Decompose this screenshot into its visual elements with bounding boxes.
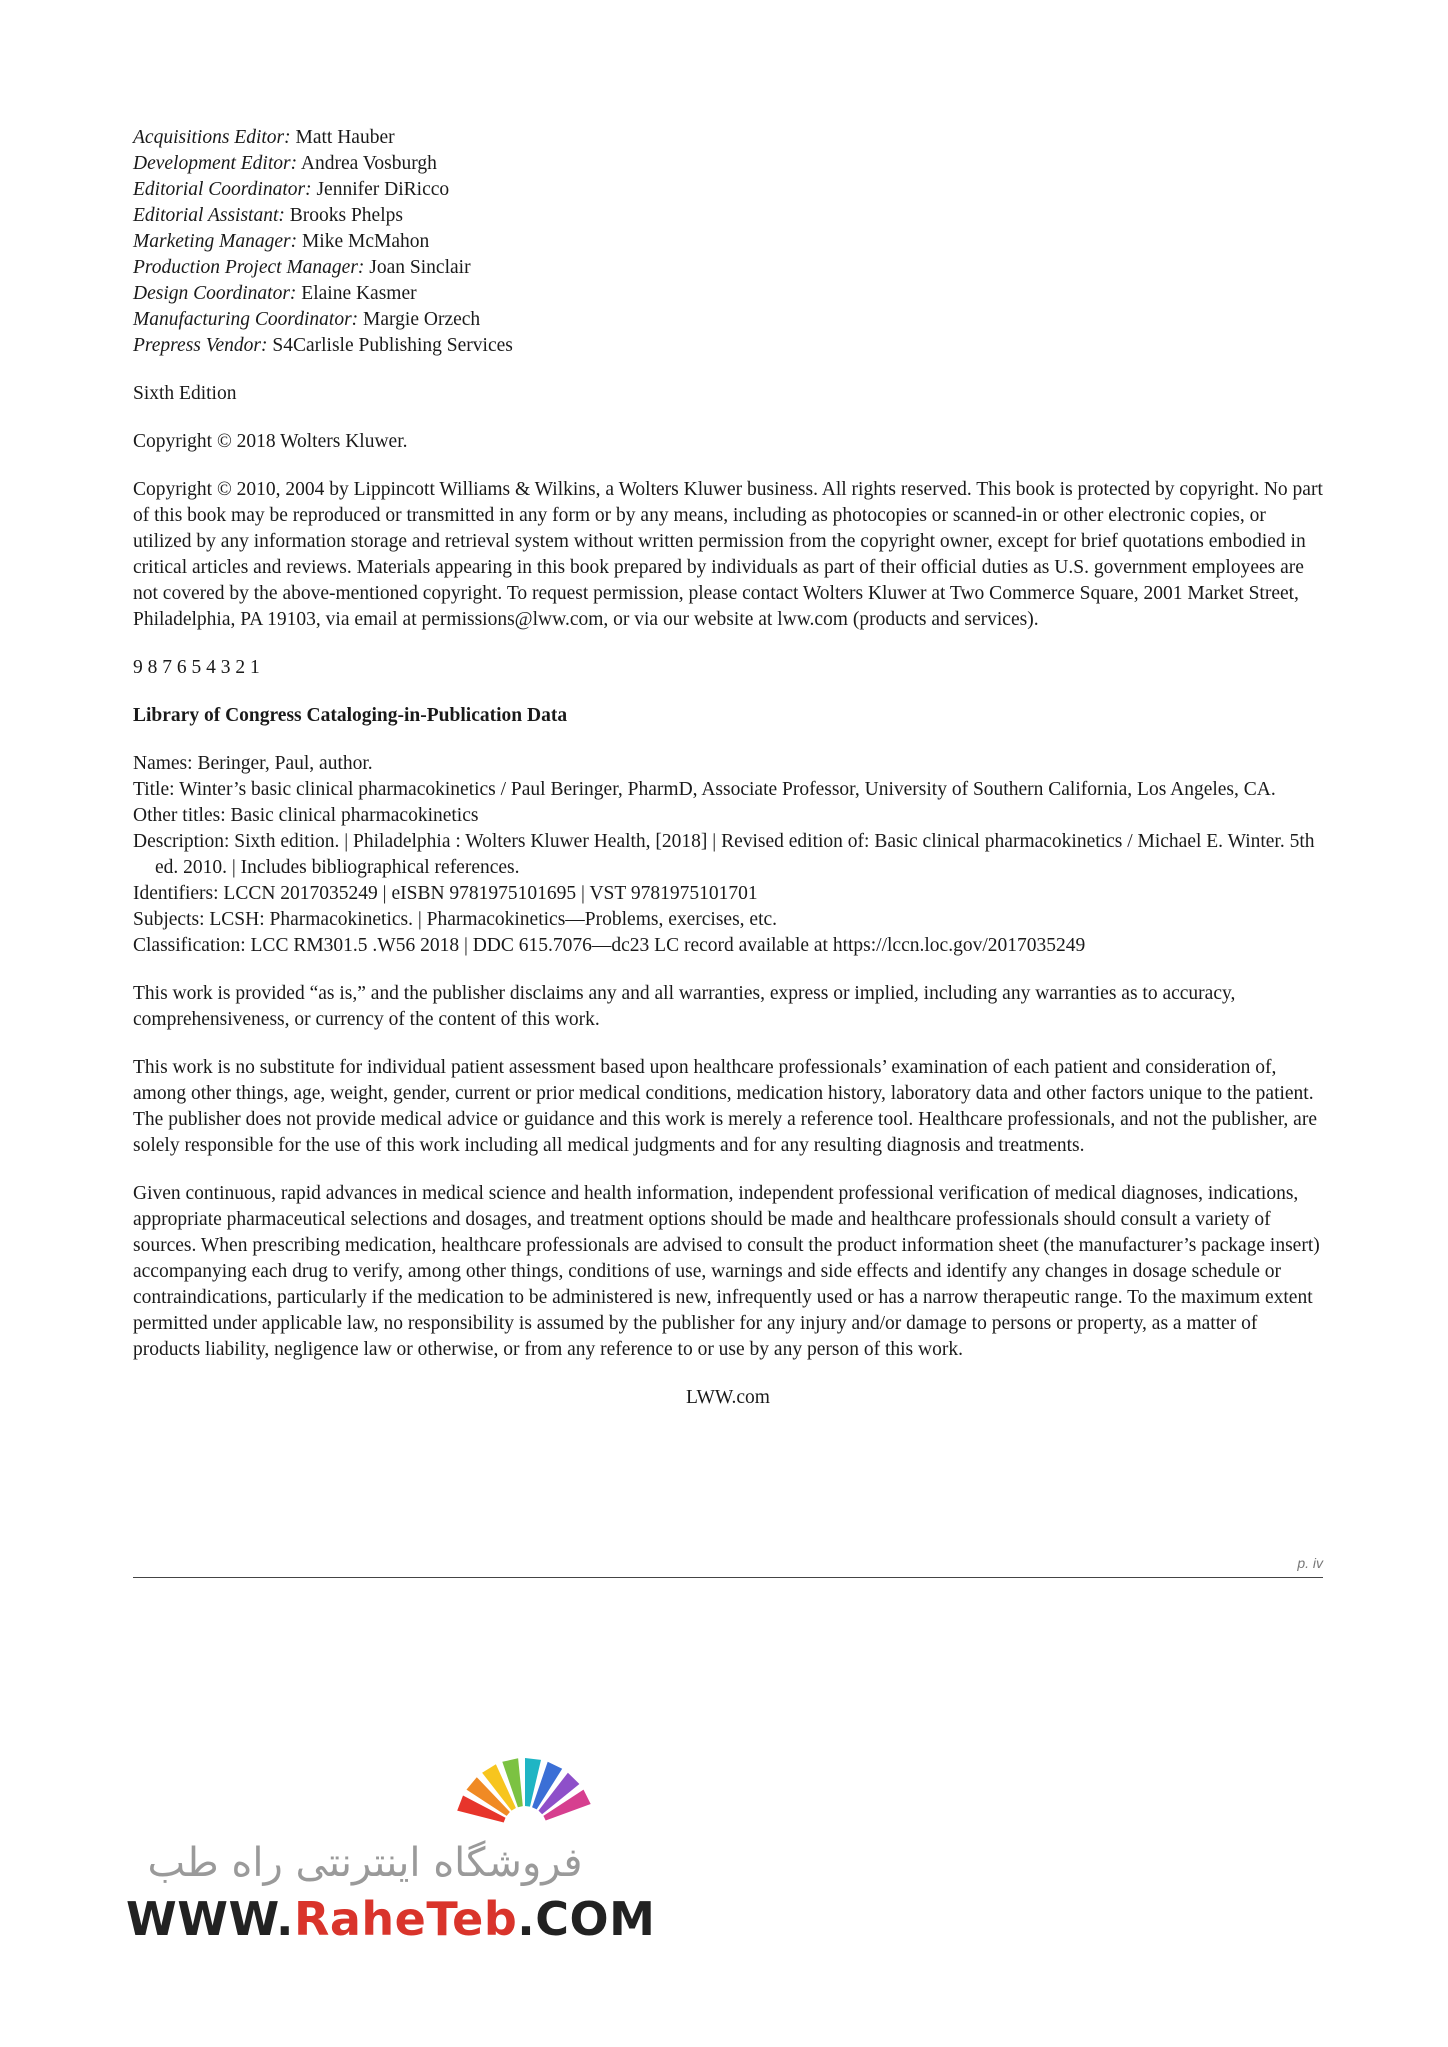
cip-heading: Library of Congress Cataloging-in-Publication Data: [133, 705, 568, 726]
credit-role: Editorial Assistant:: [133, 205, 285, 226]
credit-role: Development Editor:: [133, 153, 298, 174]
credit-line: [133, 307, 1323, 333]
credit-name: Jennifer DiRicco: [316, 179, 450, 200]
watermark-persian-text: فروشگاه اینترنتی راه طب: [147, 1840, 583, 1886]
cip-line: Names: Beringer, Paul, author.: [133, 753, 373, 774]
credit-line: [133, 125, 1323, 151]
edition: Sixth Edition: [133, 383, 237, 404]
disclaimer-warranty: This work is provided “as is,” and the publisher disclaims any and all warranties, express or implied, including any warranties as to accuracy, comprehensiveness, or currency of the content of this work.: [133, 983, 1236, 1030]
credit-role: Prepress Vendor:: [133, 335, 268, 356]
watermark-url-prefix: WWW.: [126, 1892, 294, 1946]
credit-line: [133, 281, 1323, 307]
book-logo-icon: [440, 1740, 610, 1830]
credit-role: Design Coordinator:: [133, 283, 297, 304]
cip-line: Description: Sixth edition. | Philadelphia : Wolters Kluwer Health, [2018] | Revised edition of: Basic clinical pharmacokinetics / Michael E. Winter. 5th ed. 2010. | Includes bibliographical references.: [133, 831, 1315, 878]
credit-name: Andrea Vosburgh: [300, 153, 437, 174]
page-content: [133, 125, 1323, 1433]
credit-line: [133, 229, 1323, 255]
cip-line: Title: Winter’s basic clinical pharmacokinetics / Paul Beringer, PharmD, Associate Professor, University of Southern California, Los Angeles, CA.: [133, 779, 1276, 800]
credit-line: [133, 255, 1323, 281]
editorial-credits: [133, 125, 1323, 359]
watermark-url-suffix: .COM: [517, 1892, 656, 1946]
credit-role: Editorial Coordinator:: [133, 179, 312, 200]
printing-line: 9 8 7 6 5 4 3 2 1: [133, 657, 260, 678]
credit-name: S4Carlisle Publishing Services: [272, 335, 513, 356]
credit-line: [133, 177, 1323, 203]
website: LWW.com: [686, 1387, 770, 1408]
cip-line: Subjects: LCSH: Pharmacokinetics. | Pharmacokinetics—Problems, exercises, etc.: [133, 909, 778, 930]
watermark-url: [126, 1892, 655, 1946]
credit-line: [133, 203, 1323, 229]
credit-line: [133, 333, 1323, 359]
page-number: p. iv: [133, 1555, 1323, 1578]
watermark-url-brand: RaheTeb: [293, 1892, 518, 1946]
credit-name: Joan Sinclair: [369, 257, 471, 278]
credit-name: Matt Hauber: [295, 127, 395, 148]
credit-name: Elaine Kasmer: [301, 283, 417, 304]
credit-name: Mike McMahon: [301, 231, 430, 252]
credit-role: Marketing Manager:: [133, 231, 298, 252]
credit-line: [133, 151, 1323, 177]
copyright-current: Copyright © 2018 Wolters Kluwer.: [133, 431, 408, 452]
credit-role: Acquisitions Editor:: [133, 127, 291, 148]
credit-role: Manufacturing Coordinator:: [133, 309, 359, 330]
copyright-notice: Copyright © 2010, 2004 by Lippincott Williams & Wilkins, a Wolters Kluwer business. All rights reserved. This book is protected by copyright. No part of this book may be reproduced or transmitted in any form or by any means, including as photocopies or scanned-in or other electronic copies, or utilized by any information storage and retrieval system without written permission from the copyright owner, except for brief quotations embodied in critical articles and reviews. Materials appearing in this book prepared by individuals as part of their official duties as U.S. government employees are not covered by the above-mentioned copyright. To request permission, please contact Wolters Kluwer at Two Commerce Square, 2001 Market Street, Philadelphia, PA 19103, via email at permissions@lww.com, or via our website at lww.com (products and services).: [133, 479, 1323, 630]
cip-line: Identifiers: LCCN 2017035249 | eISBN 9781975101695 | VST 9781975101701: [133, 883, 758, 904]
disclaimer-verification: Given continuous, rapid advances in medical science and health information, independent professional verification of medical diagnoses, indications, appropriate pharmaceutical selections and dosages, and treatment options should be made and healthcare professionals should consult a variety of sources. When prescribing medication, healthcare professionals are advised to consult the product information sheet (the manufacturer’s package insert) accompanying each drug to verify, among other things, conditions of use, warnings and side effects and identify any changes in dosage schedule or contraindications, particularly if the medication to be administered is new, infrequently used or has a narrow therapeutic range. To the maximum extent permitted under applicable law, no responsibility is assumed by the publisher for any injury and/or damage to persons or property, as a matter of products liability, negligence law or otherwise, or from any reference to or use by any person of this work.: [133, 1183, 1320, 1360]
credit-role: Production Project Manager:: [133, 257, 365, 278]
credit-name: Margie Orzech: [363, 309, 481, 330]
cip-line: Other titles: Basic clinical pharmacokinetics: [133, 805, 479, 826]
disclaimer-medical: This work is no substitute for individual patient assessment based upon healthcare professionals’ examination of each patient and consideration of, among other things, age, weight, gender, current or prior medical conditions, medication history, laboratory data and other factors unique to the patient. The publisher does not provide medical advice or guidance and this work is merely a reference tool. Healthcare professionals, and not the publisher, are solely responsible for the use of this work including all medical judgments and for any resulting diagnosis and treatments.: [133, 1057, 1317, 1156]
cip-line: Classification: LCC RM301.5 .W56 2018 | DDC 615.7076—dc23 LC record available at https://lccn.loc.gov/2017035249: [133, 935, 1086, 956]
cip-data: [133, 751, 1323, 959]
watermark: [120, 1740, 656, 1960]
credit-name: Brooks Phelps: [289, 205, 403, 226]
